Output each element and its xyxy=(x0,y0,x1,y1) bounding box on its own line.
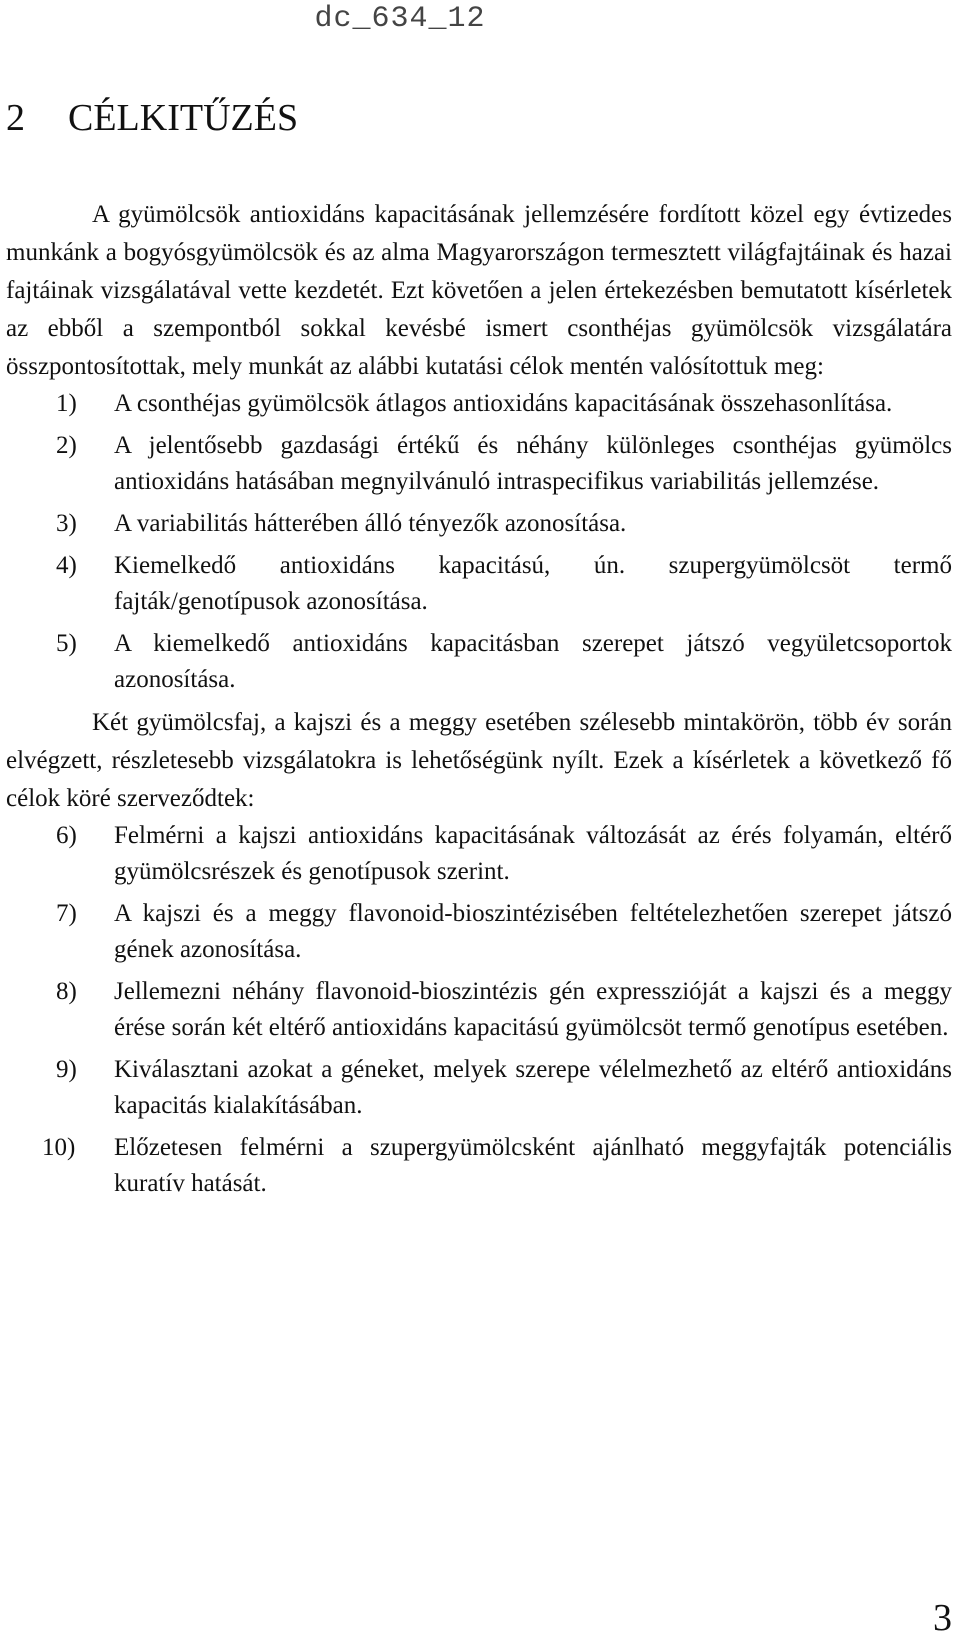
list-item-text: A jelentősebb gazdasági értékű és néhány különleges csonthéjas gyümölcs antioxidáns hatásában megnyilvánuló intraspecifikus variabilitás jellemzése. xyxy=(114,432,952,495)
objectives-list-1 xyxy=(6,386,952,698)
objectives-list-2 xyxy=(6,818,952,1202)
document-id: dc_634_12 xyxy=(314,2,486,36)
list-item-number: 7) xyxy=(56,900,77,927)
page-number: 3 xyxy=(933,1597,952,1639)
page-content xyxy=(6,88,952,1208)
list-item-text: Jellemezni néhány flavonoid-bioszintézis gén expresszióját a kajszi és a meggy érése során két eltérő antioxidáns kapacitású gyümölcsöt termő genotípus esetében. xyxy=(114,978,952,1041)
list-item xyxy=(56,506,952,542)
list-item xyxy=(56,896,952,968)
list-item-text: A csonthéjas gyümölcsök átlagos antioxidáns kapacitásának összehasonlítása. xyxy=(114,390,893,417)
list-item-text: A kajszi és a meggy flavonoid-bioszintézisében feltételezhetően szerepet játszó gének azonosítása. xyxy=(114,900,952,963)
list-item-number: 8) xyxy=(56,978,77,1005)
list-item xyxy=(56,548,952,620)
section-heading xyxy=(6,88,952,148)
list-item xyxy=(56,1052,952,1124)
list-item-number: 5) xyxy=(56,630,77,657)
intro-paragraph: A gyümölcsök antioxidáns kapacitásának jellemzésére fordított közel egy évtizedes munkánk a bogyósgyümölcsök és az alma Magyarországon termesztett világfajtáinak és hazai fajtáinak vizsgálatával vette kezdetét. Ezt követően a jelen értekezésben bemutatott kísérletek az ebből a szempontból sokkal kevésbé ismert csonthéjas gyümölcsök vizsgálatára összpontosítottak, mely munkát az alábbi kutatási célok mentén valósítottuk meg: xyxy=(6,201,952,380)
list-item-text: A kiemelkedő antioxidáns kapacitásban szerepet játszó vegyületcsoportok azonosítása. xyxy=(114,630,952,693)
list-item-number: 6) xyxy=(56,822,77,849)
list-item-text: Kiemelkedő antioxidáns kapacitású, ún. szupergyümölcsöt termő fajták/genotípusok azonosítása. xyxy=(114,552,952,615)
list-item xyxy=(56,428,952,500)
section-number: 2 xyxy=(6,97,25,139)
list-item-number: 4) xyxy=(56,552,77,579)
list-item xyxy=(56,386,952,422)
list-item-text: Előzetesen felmérni a szupergyümölcsként ajánlható meggyfajták potenciális kuratív hatását. xyxy=(114,1134,952,1197)
section-title: CÉLKITŰZÉS xyxy=(68,97,299,139)
list-item-text: Felmérni a kajszi antioxidáns kapacitásának változását az érés folyamán, eltérő gyümölcsrészek és genotípusok szerint. xyxy=(114,822,952,885)
second-paragraph: Két gyümölcsfaj, a kajszi és a meggy esetében szélesebb mintakörön, több év során elvégzett, részletesebb vizsgálatokra is lehetőségünk nyílt. Ezek a kísérletek a következő fő célok köré szerveződtek: xyxy=(6,709,952,812)
list-item xyxy=(56,974,952,1046)
list-item-text: Kiválasztani azokat a géneket, melyek szerepe vélelmezhető az eltérő antioxidáns kapacitás kialakításában. xyxy=(114,1056,952,1119)
list-item-number: 3) xyxy=(56,510,77,537)
list-item xyxy=(42,1130,952,1202)
list-item xyxy=(56,626,952,698)
list-item-number: 1) xyxy=(56,390,77,417)
list-item-number: 10) xyxy=(42,1134,76,1161)
list-item-text: A variabilitás hátterében álló tényezők azonosítása. xyxy=(114,510,627,537)
list-item-number: 9) xyxy=(56,1056,77,1083)
list-item xyxy=(56,818,952,890)
list-item-number: 2) xyxy=(56,432,77,459)
